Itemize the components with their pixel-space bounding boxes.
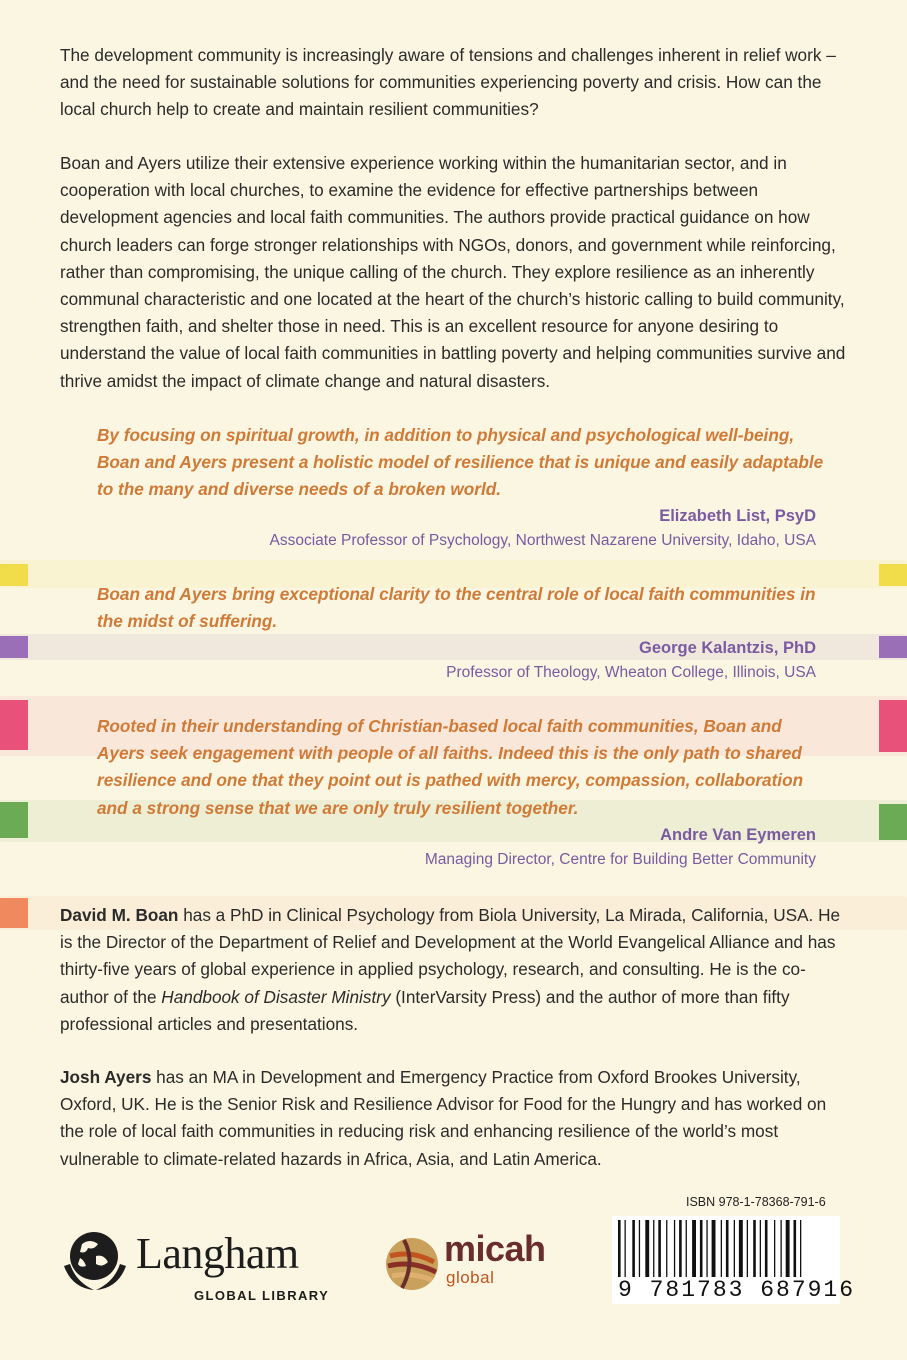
barcode-bar xyxy=(706,1220,707,1280)
barcode-bar xyxy=(653,1220,654,1280)
barcode-bar xyxy=(786,1220,790,1280)
langham-logo xyxy=(60,1222,340,1312)
endorsement-role-2: Professor of Theology, Wheaton College, Illinois, USA xyxy=(446,664,816,681)
barcode-bar xyxy=(721,1220,722,1280)
barcode-bar xyxy=(618,1220,621,1280)
barcode-bar xyxy=(753,1220,756,1280)
author-bio-boan-text-1: has a PhD in Clinical Psychology from Biola University, La Mirada, California, USA. He is the Director of the Department of Relief and Development at the World Evangelical Alliance and has thirty-five years of global experience in applied psychology, research, and consulting. He is the co-author of the xyxy=(60,905,841,1007)
isbn-label: ISBN 978-1-78368-791-6 xyxy=(686,1195,826,1209)
author-name-ayers: Josh Ayers xyxy=(60,1067,152,1087)
micah-circle-icon xyxy=(384,1236,440,1292)
author-bio-ayers-text: has an MA in Development and Emergency Practice from Oxford Brookes University, Oxford, UK. He is the Senior Risk and Resilience Advisor for Food for the Hungry and has worked on the role of local faith communities in reducing risk and enhancing resilience of the world’s most vulnerable to climate-related hazards in Africa, Asia, and Latin America. xyxy=(60,1067,827,1169)
barcode-bar xyxy=(625,1220,626,1280)
author-name-boan: David M. Boan xyxy=(60,905,179,925)
barcode-bar xyxy=(734,1220,735,1280)
barcode-bar xyxy=(794,1220,797,1280)
barcode-bar xyxy=(639,1220,640,1280)
author-bio-boan xyxy=(60,902,850,1038)
intro-paragraph-2: Boan and Ayers utilize their extensive experience working within the humanitarian sector, and in cooperation with local churches, to examine the evidence for effective partnerships between development agencies and local faith communities. The authors provide practical guidance on how church leaders can forge stronger relationships with NGOs, donors, and government while reinforcing, rather than compromising, the unique calling of the church. They explore resilience as an inherently communal characteristic and one located at the heart of the church’s historic calling to build community, strengthen faith, and shelter those in need. This is an excellent resource for anyone desiring to understand the value of local faith communities in battling poverty and helping communities survive and thrive amidst the impact of climate change and natural disasters. xyxy=(60,153,846,391)
stripe-green-left xyxy=(0,802,28,838)
barcode-bar xyxy=(686,1220,687,1280)
barcode-bar xyxy=(674,1220,675,1280)
barcode-bar xyxy=(692,1220,696,1280)
barcode-bar xyxy=(765,1220,768,1280)
barcode-bar xyxy=(774,1220,775,1280)
stripe-purple-right xyxy=(879,636,907,658)
stripe-coral-left xyxy=(0,898,28,928)
barcode-digits: 9 781783 687916 xyxy=(618,1277,856,1303)
barcode-bar xyxy=(679,1220,682,1280)
langham-wordmark: Langham xyxy=(136,1229,299,1278)
barcode-bar xyxy=(781,1220,782,1280)
barcode-bar xyxy=(739,1220,743,1280)
barcode-bar xyxy=(712,1220,716,1280)
micah-wordmark: micah xyxy=(444,1228,546,1269)
endorsement-quote-2: Boan and Ayers bring exceptional clarity to the central role of local faith communities in the midst of suffering. xyxy=(97,584,816,632)
stripe-yellow-left xyxy=(0,564,28,586)
author-bio-boan-text-2: (InterVarsity Press) and the author of more than fifty professional articles and presentations. xyxy=(60,986,790,1034)
endorsement-quote-1: By focusing on spiritual growth, in addition to physical and psychological well-being, Boan and Ayers present a holistic model of resilience that is unique and easily adaptable to the many and diverse needs of a broken world. xyxy=(97,425,824,500)
micah-subtitle: global xyxy=(446,1268,495,1287)
barcode-bar xyxy=(760,1220,761,1280)
barcode-bar xyxy=(700,1220,703,1280)
barcode-bar xyxy=(726,1220,729,1280)
stripe-purple-left xyxy=(0,636,28,658)
author-bio-ayers xyxy=(60,1064,850,1173)
book-title: Handbook of Disaster Ministry xyxy=(161,986,391,1007)
endorsement-role-1: Associate Professor of Psychology, Northwest Nazarene University, Idaho, USA xyxy=(269,532,816,549)
intro-paragraph-1: The development community is increasingly aware of tensions and challenges inherent in relief work – and the need for sustainable solutions for communities experiencing poverty and crisis. How can the local church help to create and maintain resilient communities? xyxy=(60,45,836,120)
stripe-pink-left xyxy=(0,700,28,750)
barcode-bar xyxy=(632,1220,635,1280)
langham-subtitle: GLOBAL LIBRARY xyxy=(194,1288,330,1303)
stripe-pink-right xyxy=(879,700,907,752)
micah-global-logo xyxy=(384,1230,564,1300)
stripe-yellow-right xyxy=(879,564,907,586)
barcode-bar xyxy=(747,1220,748,1280)
barcode-bar xyxy=(800,1220,801,1280)
endorsement-name-3: Andre Van Eymeren xyxy=(660,826,816,844)
barcode-bar xyxy=(658,1220,661,1280)
endorsement-role-3: Managing Director, Centre for Building Better Community xyxy=(424,851,816,868)
endorsement-quote-3: Rooted in their understanding of Christian-based local faith communities, Boan and Ayers seek engagement with people of all faiths. Indeed this is the only path to shared resilience and one that they point out is pathed with mercy, compassion, collaboration and a strong sense that we are only truly resilient together. xyxy=(97,716,804,818)
stripe-green-right xyxy=(879,804,907,840)
barcode-bar xyxy=(645,1220,649,1280)
globe-hands-icon xyxy=(60,1226,130,1292)
endorsement-name-1: Elizabeth List, PsyD xyxy=(659,507,816,525)
endorsement-name-2: George Kalantzis, PhD xyxy=(639,639,816,657)
barcode-bar xyxy=(666,1220,667,1280)
